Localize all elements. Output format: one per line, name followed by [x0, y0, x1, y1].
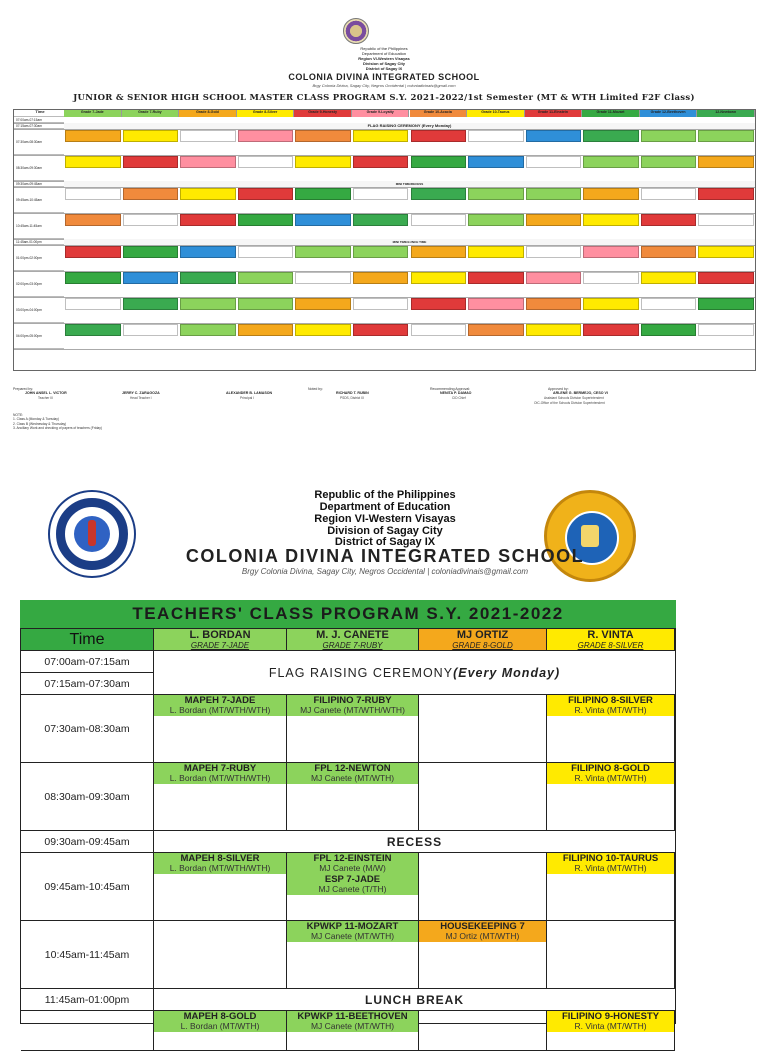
teacher-header: [547, 629, 675, 651]
signatory-role: CID Chief: [452, 396, 466, 400]
signatory-role: Principal I: [240, 396, 254, 400]
subject-label: FILIPINO 9-HONESTY: [561, 1011, 660, 1022]
teacher-schedule: L. Bordan (MT/WTH/WTH): [169, 773, 271, 783]
signatory-name: ARLENE G. BERMEJO, CESO VI: [553, 391, 608, 395]
schedule-cell: [180, 272, 236, 284]
class-entry: [547, 695, 674, 716]
schedule-slot: [419, 921, 547, 989]
schedule-cell: [583, 188, 639, 200]
schedule-cell: [353, 324, 409, 336]
schedule-cell: [65, 214, 121, 226]
schedule-cell: [641, 188, 697, 200]
time-label: 07:15am-07:30am: [14, 123, 64, 129]
schedule-cell: [583, 298, 639, 310]
recommending-label: Recommending Approval:: [430, 387, 471, 391]
deped-seal-icon: [48, 490, 136, 578]
time-label: 03:00pm-04:00pm: [14, 297, 64, 323]
schedule-cell: [526, 324, 582, 336]
teacher-header: [154, 629, 287, 651]
teacher-name: MJ ORTIZ: [456, 629, 509, 641]
time-label: 09:30am-09:45am: [21, 831, 154, 853]
schedule-cell: [295, 214, 351, 226]
subject-label: FPL 12-EINSTEIN: [313, 853, 392, 864]
time-label: 08:30am-09:30am: [14, 155, 64, 181]
schedule-slot: [419, 695, 547, 763]
schedule-slot: [287, 763, 419, 831]
schedule-cell: [468, 324, 524, 336]
class-entry: [154, 763, 286, 784]
schedule-cell: [641, 324, 697, 336]
class-entry: [154, 853, 286, 874]
time-label: 11:45am-01:00pm: [21, 989, 154, 1011]
column-header: Grade 11-Mozart: [582, 110, 640, 117]
teacher-grade: GRADE 8-GOLD: [452, 641, 513, 650]
class-entry: [154, 695, 286, 716]
subject-label: MAPEH 8-GOLD: [183, 1011, 257, 1022]
time-label: 07:00am-07:15am: [21, 651, 154, 673]
schedule-cell: [65, 130, 121, 142]
prepared-label: Prepared by:: [13, 387, 34, 391]
schedule-cell: [411, 214, 467, 226]
schedule-slot: [287, 853, 419, 921]
schedule-cell: [295, 188, 351, 200]
teacher-schedule: MJ Canete (T/TH): [318, 884, 387, 894]
header-line: Department of Education: [361, 51, 407, 56]
subject-label: FILIPINO 10-TAURUS: [562, 853, 659, 864]
signatory-role: Head Teacher I: [130, 396, 152, 400]
time-header: Time: [14, 110, 64, 117]
column-header: Grade 10-Acacia: [410, 110, 468, 117]
schedule-cell: [238, 214, 294, 226]
subject-label: FILIPINO 8-GOLD: [571, 763, 650, 774]
schedule-cell: [295, 246, 351, 258]
teacher-schedule: L. Bordan (MT/WTH/WTH): [169, 705, 271, 715]
note-line: NOTE:: [13, 413, 24, 417]
schedule-slot: [547, 1011, 675, 1051]
subject-label: ESP 7-JADE: [324, 874, 381, 885]
schedule-slot: [287, 1011, 419, 1051]
recess-band: RECESS: [154, 831, 675, 853]
class-entry: [287, 695, 418, 716]
header-line: Republic of the Philippines: [314, 489, 456, 501]
schedule-cell: [468, 214, 524, 226]
schedule-slot: [287, 921, 419, 989]
schedule-cell: [353, 272, 409, 284]
schedule-cell: [295, 130, 351, 142]
schedule-cell: [641, 246, 697, 258]
header-line: District of Sagay IX: [334, 536, 436, 548]
schedule-cell: [353, 214, 409, 226]
program-title: TEACHERS' CLASS PROGRAM S.Y. 2021-2022: [20, 600, 676, 628]
recess-band: MINI TIME/RECESS: [64, 181, 755, 188]
column-header: Grade 7-Jade: [64, 110, 122, 117]
time-label: 08:30am-09:30am: [21, 763, 154, 831]
time-label: 09:30am-09:45am: [14, 181, 64, 187]
schedule-cell: [295, 324, 351, 336]
time-label: 07:15am-07:30am: [21, 673, 154, 695]
schedule-cell: [411, 298, 467, 310]
header-line: Division of Sagay City: [362, 61, 405, 66]
class-entry: [547, 1011, 674, 1032]
schedule-cell: [65, 272, 121, 284]
noted-label: Noted by:: [308, 387, 323, 391]
schedule-cell: [238, 130, 294, 142]
schedule-cell: [238, 156, 294, 168]
signatory-name: RICHARD T. RUBIN: [336, 391, 369, 395]
schedule-cell: [123, 298, 179, 310]
signatory-name: ALEXANDER B. LAMASON: [226, 391, 273, 395]
teacher-grade: GRADE 8-SILVER: [577, 641, 644, 650]
schedule-cell: [65, 156, 121, 168]
class-entry: [287, 874, 418, 895]
schedule-cell: [353, 188, 409, 200]
signatory-name: JOHN ANSEL L. VICTOR: [25, 391, 67, 395]
teacher-grade: GRADE 7-RUBY: [322, 641, 383, 650]
header-line: Division of Sagay City: [327, 525, 443, 537]
teachers-class-program: [20, 600, 676, 1031]
schedule-cell: [526, 156, 582, 168]
teacher-schedule: MJ Canete (MT/WTH): [310, 931, 395, 941]
subject-label: FILIPINO 7-RUBY: [313, 695, 392, 706]
schedule-cell: [583, 156, 639, 168]
schedule-cell: [65, 188, 121, 200]
class-entry: [287, 853, 418, 874]
schedule-cell: [123, 214, 179, 226]
schedule-slot: [419, 763, 547, 831]
header-line: Region VI-Western Visayas: [358, 56, 410, 61]
schedule-cell: [641, 214, 697, 226]
deped-seal-icon: [343, 18, 369, 44]
note-line: 3. Ancillary Work and checking of papers of teachers (Friday): [13, 426, 102, 431]
schedule-cell: [698, 298, 754, 310]
schedule-slot: [547, 763, 675, 831]
time-label: 10:45am-11:45am: [14, 213, 64, 239]
signatory-role: Assistant Schools Division Superintendent: [544, 396, 604, 400]
schedule-cell: [180, 324, 236, 336]
approved-label: Approved by:: [548, 387, 569, 391]
teacher-schedule: R. Vinta (MT/WTH): [574, 773, 647, 783]
schedule-cell: [698, 246, 754, 258]
row-divider: [14, 349, 755, 350]
schedule-cell: [180, 156, 236, 168]
teacher-schedule: MJ Canete (MT/WTH): [310, 773, 395, 783]
subject-label: FILIPINO 8-SILVER: [568, 695, 653, 706]
header-line: Region VI-Western Visayas: [314, 513, 456, 525]
schedule-slot: [154, 853, 287, 921]
schedule-cell: [468, 188, 524, 200]
time-label: [21, 1011, 154, 1051]
schedule-slot: [547, 853, 675, 921]
schedule-cell: [123, 130, 179, 142]
schedule-cell: [295, 156, 351, 168]
schedule-cell: [583, 272, 639, 284]
time-header: Time: [21, 629, 154, 651]
schedule-cell: [526, 298, 582, 310]
teacher-name: L. BORDAN: [189, 629, 251, 641]
flag-band: FLAG RAISING CEREMONY (Every Monday): [154, 651, 675, 695]
note-line: 2. Class B (Wednesday & Thursday): [13, 421, 67, 426]
class-entry: [419, 921, 546, 942]
schedule-cell: [641, 298, 697, 310]
time-label: 07:00am-07:15am: [14, 117, 64, 123]
schedule-cell: [180, 188, 236, 200]
schedule-cell: [526, 246, 582, 258]
schedule-cell: [641, 130, 697, 142]
teacher-schedule: MJ Canete (M/W): [319, 863, 386, 873]
lunch-band: LUNCH BREAK: [154, 989, 675, 1011]
schedule-cell: [353, 298, 409, 310]
subject-label: MAPEH 7-JADE: [184, 695, 256, 706]
teacher-schedule: R. Vinta (MT/WTH): [574, 863, 647, 873]
time-label: 02:00pm-03:00pm: [14, 271, 64, 297]
flag-band: FLAG RAISING CEREMONY (Every Monday): [64, 123, 755, 130]
teacher-name: R. VINTA: [587, 629, 634, 641]
signatory-role: PSDS, District IX: [340, 396, 365, 400]
schedule-cell: [123, 272, 179, 284]
subject-label: KPWKP 11-BEETHOVEN: [297, 1011, 408, 1022]
schedule-cell: [583, 324, 639, 336]
school-name: COLONIA DIVINA INTEGRATED SCHOOL: [185, 546, 585, 566]
schedule-cell: [468, 130, 524, 142]
schedule-cell: [468, 156, 524, 168]
schedule-cell: [180, 214, 236, 226]
schedule-cell: [65, 298, 121, 310]
time-label: 09:45am-10:45am: [14, 187, 64, 213]
school-address: Brgy Colonia Divina, Sagay City, Negros Occidental | coloniadivinais@gmail.com: [241, 567, 529, 576]
schedule-cell: [698, 324, 754, 336]
signatory-role: Teacher III: [38, 396, 53, 400]
schedule-cell: [180, 298, 236, 310]
note-line: 1. Class A (Monday & Tuesday): [13, 417, 59, 422]
signatory-name: NENITA P. DAMAO: [440, 391, 472, 395]
schedule-cell: [123, 246, 179, 258]
schedule-cell: [295, 272, 351, 284]
master-schedule-table: [13, 109, 756, 371]
school-address: Brgy Colonia Divina, Sagay City, Negros Occidental | coloniadivinais@gmail.com: [312, 83, 456, 88]
schedule-cell: [411, 272, 467, 284]
schedule-slot: [419, 1011, 547, 1051]
schedule-cell: [123, 324, 179, 336]
notes-block: [13, 413, 102, 431]
time-label: 11:45am-01:00pm: [14, 239, 64, 245]
schedule-slot: [547, 695, 675, 763]
schedule-cell: [180, 130, 236, 142]
program-title: JUNIOR & SENIOR HIGH SCHOOL MASTER CLASS PROGRAM S.Y. 2021-2022/1st Semester (MT & WTH Limited F2F Class): [73, 93, 695, 103]
schedule-cell: [123, 156, 179, 168]
time-label: 07:30am-08:30am: [21, 695, 154, 763]
schedule-cell: [698, 272, 754, 284]
schedule-cell: [411, 130, 467, 142]
schedule-cell: [641, 156, 697, 168]
schedule-cell: [583, 130, 639, 142]
schedule-slot: [287, 695, 419, 763]
schedule-cell: [526, 188, 582, 200]
teacher-header: [287, 629, 419, 651]
time-label: 04:00pm-05:00pm: [14, 323, 64, 349]
teacher-schedule: R. Vinta (MT/WTH): [574, 1021, 647, 1031]
schedule-cell: [526, 214, 582, 226]
schedule-cell: [698, 156, 754, 168]
schedule-cell: [238, 188, 294, 200]
time-label: 01:00pm-02:00pm: [14, 245, 64, 271]
teacher-schedule: MJ Ortiz (MT/WTH): [445, 931, 520, 941]
schedule-cell: [238, 324, 294, 336]
class-entry: [547, 763, 674, 784]
header-line: Republic of the Philippines: [360, 46, 408, 51]
teacher-schedule: L. Bordan (MT/WTH/WTH): [169, 863, 271, 873]
teacher-grade: GRADE 7-JADE: [190, 641, 250, 650]
schedule-cell: [526, 130, 582, 142]
class-entry: [287, 763, 418, 784]
schedule-cell: [238, 272, 294, 284]
schedule-cell: [295, 298, 351, 310]
subject-label: HOUSEKEEPING 7: [440, 921, 525, 932]
column-header: Grade 8-Silver: [237, 110, 295, 117]
schedule-cell: [353, 156, 409, 168]
column-header: Grade 10-Taurus: [467, 110, 525, 117]
schedule-slot: [154, 695, 287, 763]
class-entry: [287, 921, 418, 942]
schedule-cell: [65, 324, 121, 336]
column-header: Grade 8-Gold: [179, 110, 237, 117]
schedule-cell: [238, 298, 294, 310]
column-header: 12-Newtown: [697, 110, 755, 117]
schedule-cell: [468, 272, 524, 284]
schedule-cell: [583, 246, 639, 258]
column-header: Grade 9-Honesty: [294, 110, 352, 117]
lunch-band: MINI TIME/LUNCH TIME: [64, 239, 755, 246]
teacher-schedule: L. Bordan (MT/WTH): [180, 1021, 260, 1031]
column-header: Grade 7-Ruby: [122, 110, 180, 117]
schedule-cell: [411, 188, 467, 200]
schedule-cell: [180, 246, 236, 258]
schedule-slot: [419, 853, 547, 921]
signatory-role: OIC-Office of the Schools Division Superintendent: [534, 401, 605, 405]
schedule-cell: [698, 188, 754, 200]
schedule-slot: [154, 921, 287, 989]
schedule-slot: [154, 763, 287, 831]
header-line: District of Sagay IX: [365, 66, 403, 71]
schedule-cell: [641, 272, 697, 284]
time-label: 10:45am-11:45am: [21, 921, 154, 989]
signatory-name: JERRY C. ZARAGOZA: [122, 391, 160, 395]
school-name: COLONIA DIVINA INTEGRATED SCHOOL: [288, 72, 480, 82]
time-label: 07:30am-08:30am: [14, 129, 64, 155]
column-header: Grade 12-Beethoven: [640, 110, 698, 117]
teacher-schedule: MJ Canete (MT/WTH): [310, 1021, 395, 1031]
subject-label: FPL 12-NEWTON: [314, 763, 391, 774]
column-header: Grade 9-Loyalty: [352, 110, 410, 117]
schedule-cell: [65, 246, 121, 258]
subject-label: MAPEH 8-SILVER: [180, 853, 260, 864]
time-label: 09:45am-10:45am: [21, 853, 154, 921]
master-program-document: [0, 0, 768, 470]
schedule-cell: [123, 188, 179, 200]
column-header: Grade 11-Einstein: [525, 110, 583, 117]
schedule-cell: [526, 272, 582, 284]
schedule-cell: [583, 214, 639, 226]
teachers-program-document: [0, 470, 768, 1031]
schedule-slot: [154, 1011, 287, 1051]
class-entry: [154, 1011, 286, 1032]
class-entry: [287, 1011, 418, 1032]
schedule-cell: [698, 214, 754, 226]
schedule-cell: [238, 246, 294, 258]
teacher-schedule: MJ Canete (MT/WTH/WTH): [300, 705, 405, 715]
subject-label: MAPEH 7-RUBY: [183, 763, 257, 774]
teacher-schedule: R. Vinta (MT/WTH): [574, 705, 647, 715]
schedule-slot: [547, 921, 675, 989]
subject-label: KPWKP 11-MOZART: [306, 921, 399, 932]
schedule-cell: [353, 246, 409, 258]
teacher-name: M. J. CANETE: [316, 629, 389, 641]
schedule-cell: [468, 246, 524, 258]
teachers-schedule-table: [20, 628, 676, 1031]
schedule-cell: [411, 324, 467, 336]
schedule-cell: [698, 130, 754, 142]
schedule-cell: [468, 298, 524, 310]
schedule-cell: [411, 246, 467, 258]
schedule-cell: [353, 130, 409, 142]
header-line: Department of Education: [319, 501, 451, 513]
teacher-header: [419, 629, 547, 651]
class-entry: [547, 853, 674, 874]
schedule-cell: [411, 156, 467, 168]
